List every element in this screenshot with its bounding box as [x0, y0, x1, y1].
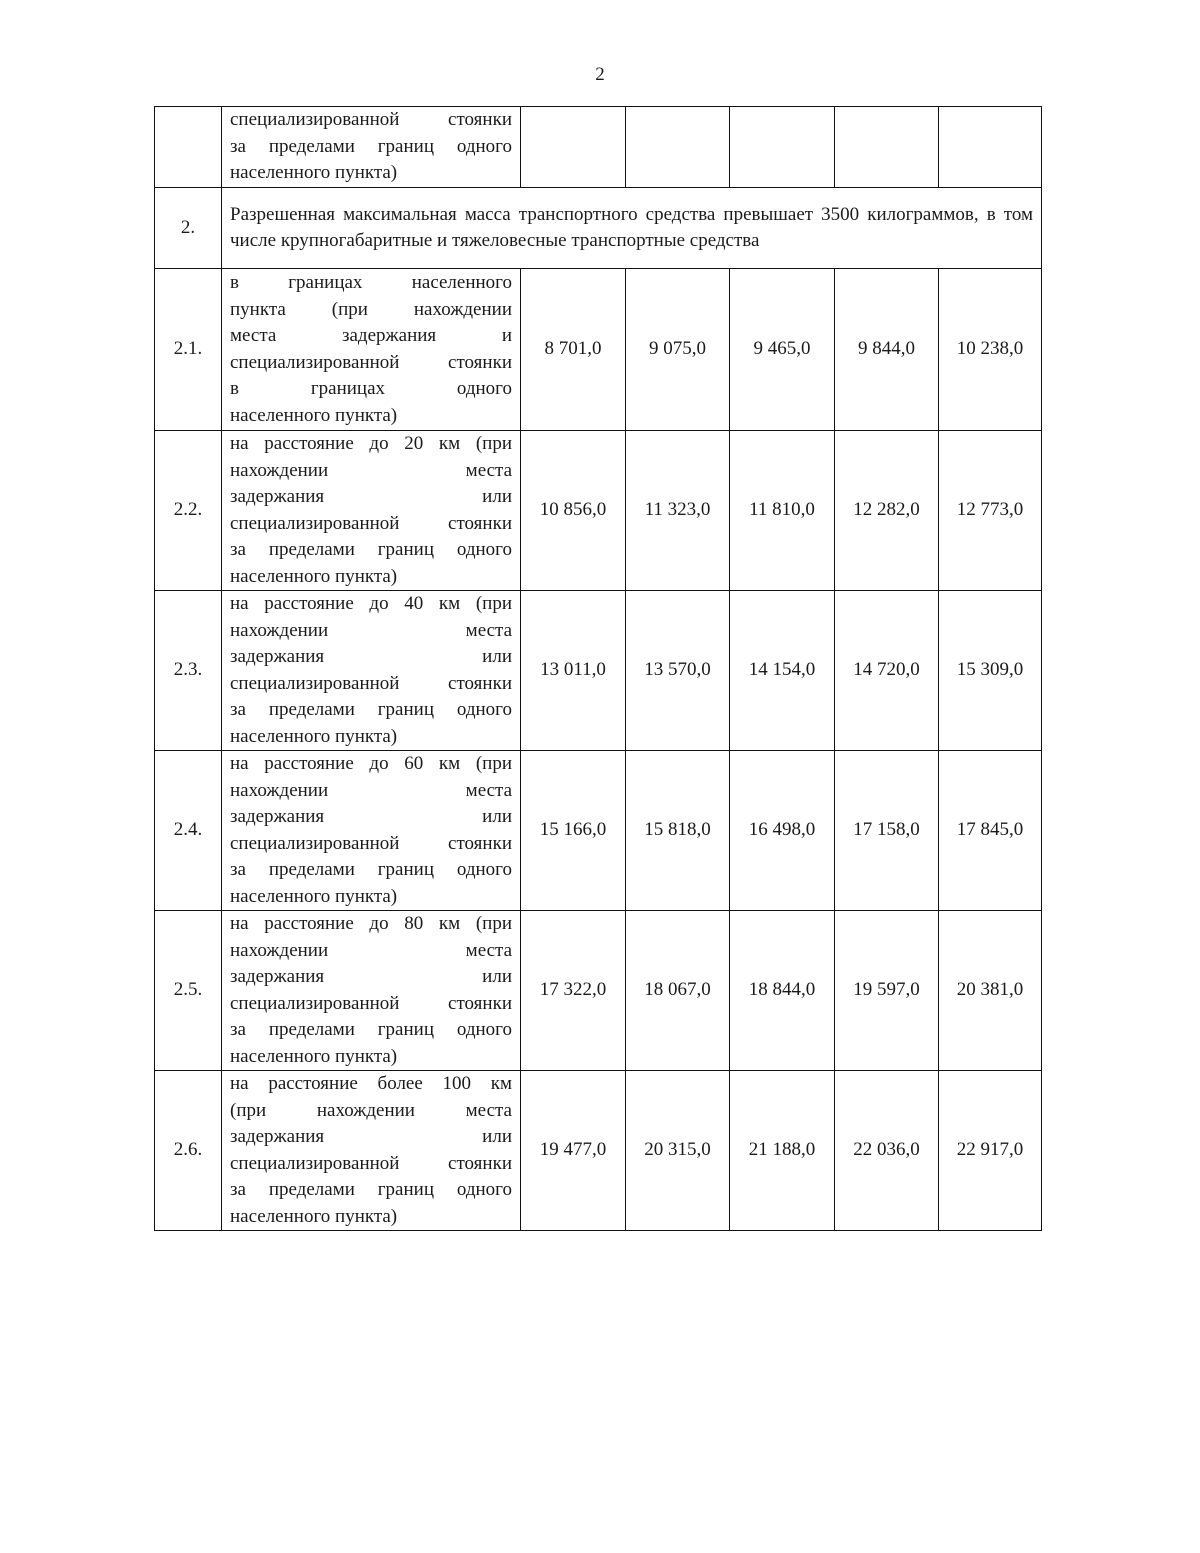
- row-number: 2.3.: [155, 591, 222, 751]
- description-line: задержания или: [230, 806, 512, 827]
- description-line: задержания или: [230, 966, 512, 987]
- description-line: специализированной стоянки: [230, 109, 512, 131]
- row-number: 2.4.: [155, 751, 222, 911]
- description-line: задержания или: [230, 1126, 512, 1147]
- value-cell: 15 818,0: [626, 751, 730, 911]
- value-cell: 15 309,0: [939, 591, 1042, 751]
- description-line: пункта (при нахождении: [230, 298, 512, 320]
- description-line: за пределами границ одного: [230, 859, 512, 880]
- row-number: 2.5.: [155, 911, 222, 1071]
- row-description: [222, 269, 521, 431]
- description-line: населенного пункта): [230, 404, 398, 426]
- value-cell: 12 282,0: [835, 431, 939, 591]
- description-line: в границах одного: [230, 378, 512, 399]
- description-line: населенного пункта): [230, 162, 398, 184]
- table-row: [155, 1071, 1042, 1231]
- row-number: 2.2.: [155, 431, 222, 591]
- description-line: нахождении места: [230, 939, 512, 961]
- value-cell: 8 701,0: [521, 269, 626, 431]
- description-line: задержания или: [230, 486, 512, 507]
- row-description: [222, 1071, 521, 1231]
- row-description: [222, 751, 521, 911]
- description-line: населенного пункта): [230, 565, 398, 587]
- table-row: [155, 751, 1042, 911]
- description-line: населенного пункта): [230, 1205, 398, 1227]
- description-line: населенного пункта): [230, 885, 398, 907]
- description-line: за пределами границ одного: [230, 1019, 512, 1040]
- value-cell: 18 067,0: [626, 911, 730, 1071]
- description-line: нахождении места: [230, 459, 512, 481]
- value-cell: 12 773,0: [939, 431, 1042, 591]
- value-cell: 20 381,0: [939, 911, 1042, 1071]
- description-line: специализированной стоянки: [230, 992, 512, 1014]
- table-row: [155, 911, 1042, 1071]
- value-cell: 22 036,0: [835, 1071, 939, 1231]
- value-cell: 11 323,0: [626, 431, 730, 591]
- value-cell: [835, 107, 939, 188]
- description-line: в границах населенного: [230, 272, 512, 293]
- continuation-row: [155, 107, 1042, 188]
- table-row: [155, 269, 1042, 431]
- value-cell: 17 322,0: [521, 911, 626, 1071]
- description-line: за пределами границ одного: [230, 539, 512, 560]
- value-cell: 14 154,0: [730, 591, 835, 751]
- value-cell: 11 810,0: [730, 431, 835, 591]
- value-cell: [730, 107, 835, 188]
- value-cell: 20 315,0: [626, 1071, 730, 1231]
- description-line: за пределами границ одного: [230, 1179, 512, 1200]
- value-cell: 9 465,0: [730, 269, 835, 431]
- row-number-cell: [155, 107, 222, 188]
- section-row: [155, 188, 1042, 269]
- description-line: на расстояние до 80 км (при: [230, 913, 512, 934]
- row-number: 2.6.: [155, 1071, 222, 1231]
- section-title: Разрешенная максимальная масса транспортного средства превышает 3500 килограммов, в том числе крупногабаритные и тяжеловесные транспортные средства: [222, 188, 1042, 269]
- description-line: нахождении места: [230, 619, 512, 641]
- value-cell: 13 011,0: [521, 591, 626, 751]
- description-line: за пределами границ одного: [230, 135, 512, 157]
- table-row: [155, 431, 1042, 591]
- table-row: [155, 591, 1042, 751]
- value-cell: 17 158,0: [835, 751, 939, 911]
- row-description: [222, 431, 521, 591]
- description-line: на расстояние до 60 км (при: [230, 753, 512, 774]
- value-cell: 13 570,0: [626, 591, 730, 751]
- page-number: 2: [595, 64, 605, 85]
- row-number: 2.1.: [155, 269, 222, 431]
- description-line: на расстояние до 20 км (при: [230, 433, 512, 454]
- value-cell: 17 845,0: [939, 751, 1042, 911]
- description-line: на расстояние более 100 км: [230, 1073, 512, 1094]
- description-line: за пределами границ одного: [230, 699, 512, 720]
- description-line: специализированной стоянки: [230, 351, 512, 373]
- value-cell: 19 597,0: [835, 911, 939, 1071]
- description-line: населенного пункта): [230, 725, 398, 747]
- description-line: задержания или: [230, 646, 512, 667]
- description-line: специализированной стоянки: [230, 832, 512, 854]
- description-line: на расстояние до 40 км (при: [230, 593, 512, 614]
- value-cell: 19 477,0: [521, 1071, 626, 1231]
- description-line: места задержания и: [230, 325, 512, 346]
- tariff-table: [154, 106, 1042, 1231]
- value-cell: [626, 107, 730, 188]
- description-line: специализированной стоянки: [230, 512, 512, 534]
- value-cell: 22 917,0: [939, 1071, 1042, 1231]
- value-cell: 10 238,0: [939, 269, 1042, 431]
- value-cell: 16 498,0: [730, 751, 835, 911]
- value-cell: 14 720,0: [835, 591, 939, 751]
- description-line: специализированной стоянки: [230, 1152, 512, 1174]
- row-description: [222, 107, 521, 188]
- row-description: [222, 911, 521, 1071]
- row-description: [222, 591, 521, 751]
- description-line: населенного пункта): [230, 1045, 398, 1067]
- value-cell: 9 844,0: [835, 269, 939, 431]
- description-line: нахождении места: [230, 779, 512, 801]
- value-cell: 10 856,0: [521, 431, 626, 591]
- value-cell: 21 188,0: [730, 1071, 835, 1231]
- value-cell: 9 075,0: [626, 269, 730, 431]
- value-cell: [521, 107, 626, 188]
- value-cell: 18 844,0: [730, 911, 835, 1071]
- description-line: специализированной стоянки: [230, 672, 512, 694]
- description-line: (при нахождении места: [230, 1099, 512, 1121]
- value-cell: 15 166,0: [521, 751, 626, 911]
- value-cell: [939, 107, 1042, 188]
- section-number: 2.: [155, 188, 222, 269]
